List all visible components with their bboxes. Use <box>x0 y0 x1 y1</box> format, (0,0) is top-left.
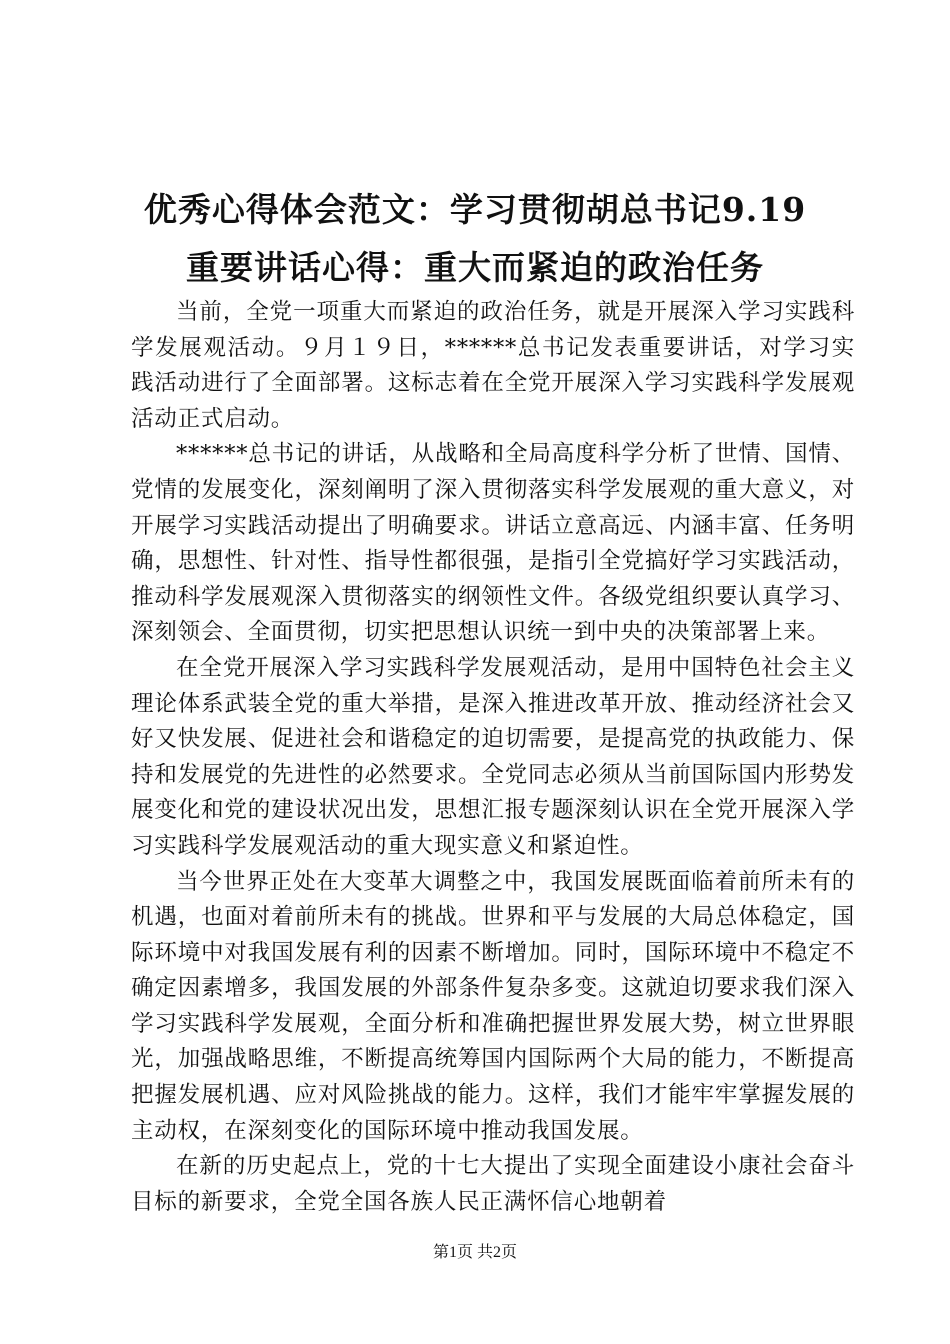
page-footer: 第1页 共2页 <box>432 1244 517 1261</box>
paragraph: 当前，全党一项重大而紧迫的政治任务，就是开展深入学习实践科学发展观活动。９月１９日，******总书记发表重要讲话，对学习实践活动进行了全面部署。这标志着在全党开展深入学习实践科学发展观活动正式启动。 <box>131 299 855 432</box>
paragraph: 当今世界正处在大变革大调整之中，我国发展既面临着前所未有的机遇，也面对着前所未有的挑战。世界和平与发展的大局总体稳定，国际环境中对我国发展有利的因素不断增加。同时，国际环境中不稳定不确定因素增多，我国发展的外部条件复杂多变。这就迫切要求我们深入学习实践科学发展观，全面分析和准确把握世界发展大势，树立世界眼光，加强战略思维，不断提高统筹国内国际两个大局的能力，不断提高把握发展机遇、应对风险挑战的能力。这样，我们才能牢牢掌握发展的主动权，在深刻变化的国际环境中推动我国发展。 <box>131 868 855 1144</box>
document-title-line-2: 重要讲话心得：重大而紧迫的政治任务 <box>186 248 764 287</box>
document-body <box>131 295 855 1220</box>
paragraph: ******总书记的讲话，从战略和全局高度科学分析了世情、国情、党情的发展变化，深刻阐明了深入贯彻落实科学发展观的重大意义，对开展学习实践活动提出了明确要求。讲话立意高远、内涵丰富、任务明确，思想性、针对性、指导性都很强，是指引全党搞好学习实践活动，推动科学发展观深入贯彻落实的纲领性文件。各级党组织要认真学习、深刻领会、全面贯彻，切实把思想认识统一到中央的决策部署上来。 <box>131 441 855 646</box>
paragraph: 在全党开展深入学习实践科学发展观活动，是用中国特色社会主义理论体系武装全党的重大举措，是深入推进改革开放、推动经济社会又好又快发展、促进社会和谐稳定的迫切需要，是提高党的执政能力、保持和发展党的先进性的必然要求。全党同志必须从当前国际国内形势发展变化和党的建设状况出发，思想汇报专题深刻认识在全党开展深入学习实践科学发展观活动的重大现实意义和紧迫性。 <box>131 654 855 859</box>
document-title-line-1: 优秀心得体会范文：学习贯彻胡总书记9.19 <box>143 190 807 229</box>
paragraph: 在新的历史起点上，党的十七大提出了实现全面建设小康社会奋斗目标的新要求，全党全国各族人民正满怀信心地朝着 <box>131 1153 855 1215</box>
